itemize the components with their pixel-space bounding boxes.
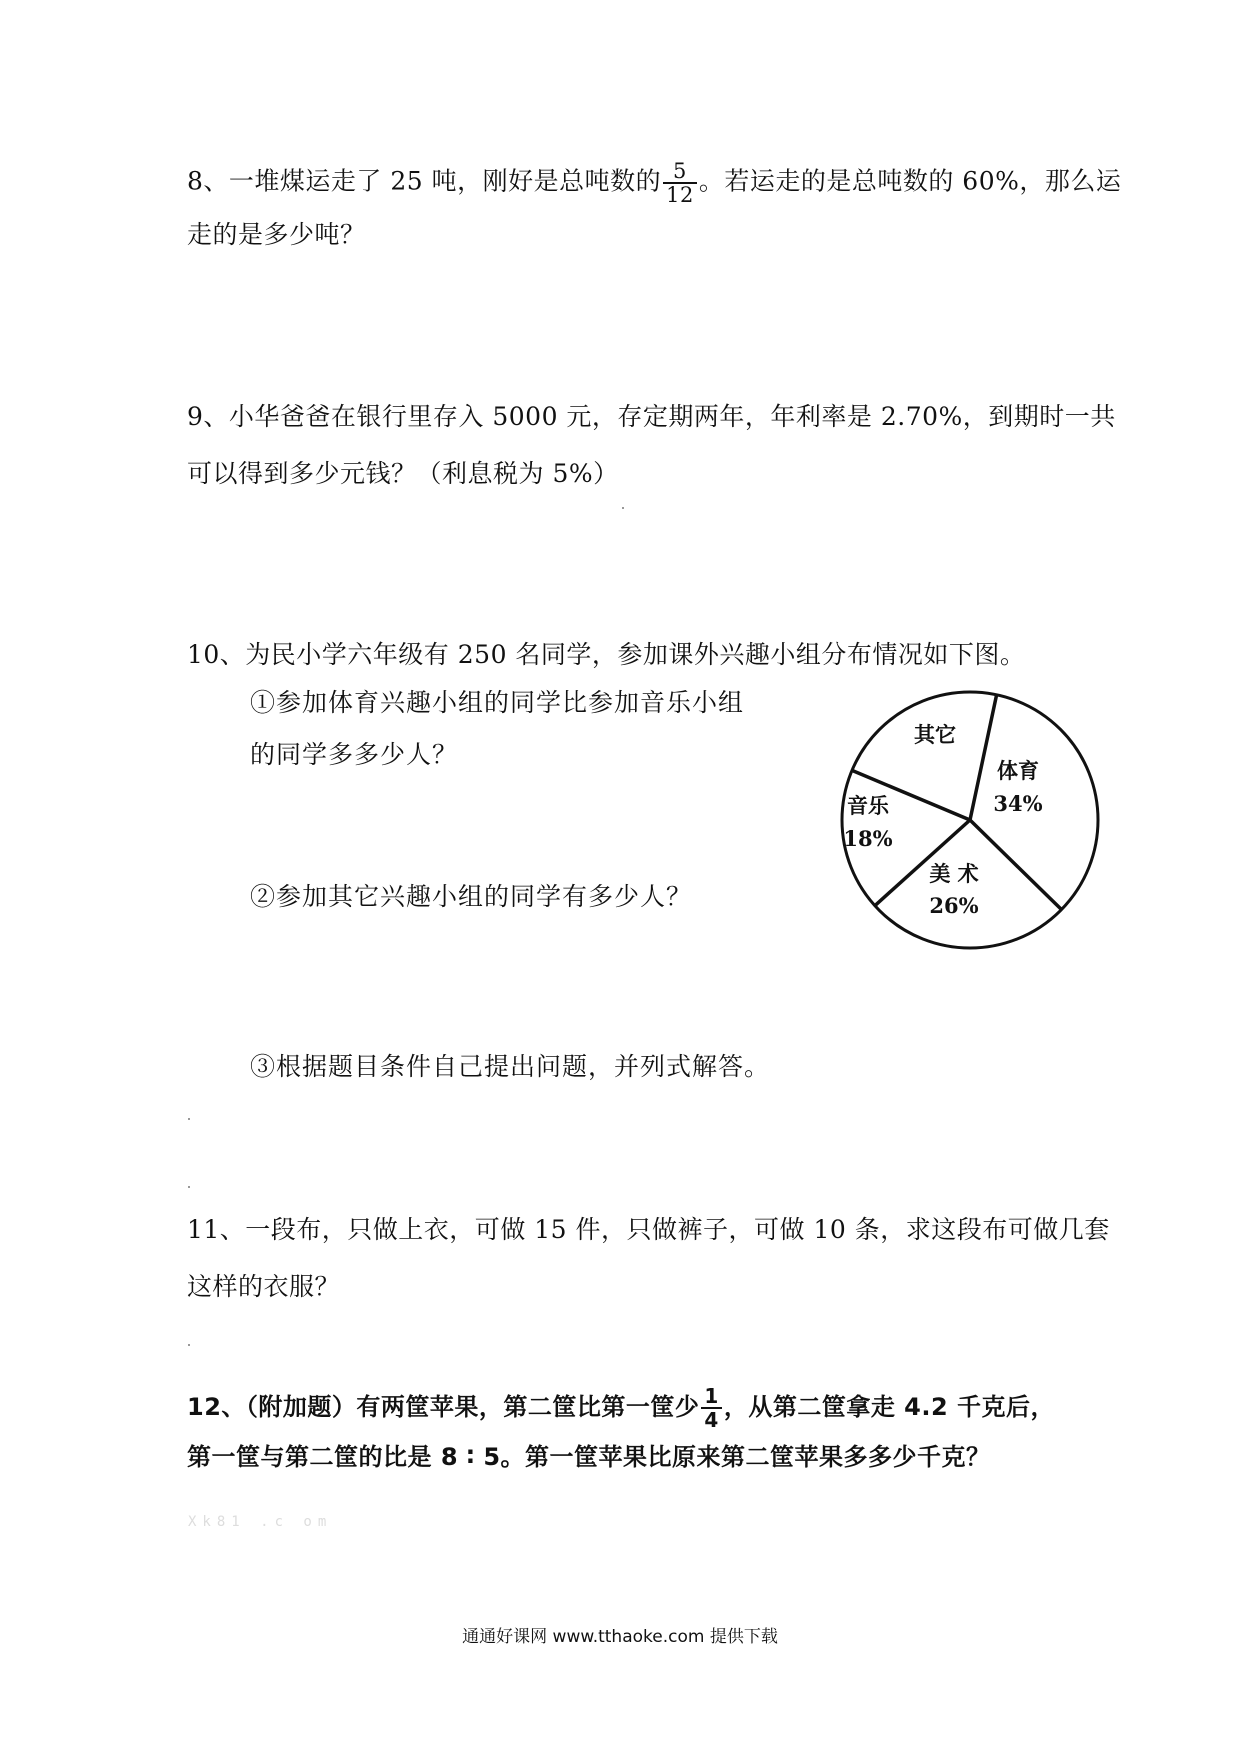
q8-line1-pre: 8、一堆煤运走了 25 吨，刚好是总吨数的 <box>187 166 662 196</box>
q8-fraction-numerator: 5 <box>673 159 687 183</box>
q12-fraction-denominator: 4 <box>701 1407 721 1431</box>
q12-line2: 第一筐与第二筐的比是 8 ∶ 5。第一筐苹果比原来第二筐苹果多多少千克？ <box>187 1443 991 1471</box>
scan-mark <box>622 507 624 509</box>
q12-line1-pre: 12、（附加题）有两筐苹果，第二筐比第一筐少 <box>187 1393 700 1421</box>
page-footer: 通通好课网 www.tthaoke.com 提供下载 <box>462 1627 778 1647</box>
q10-intro: 10、为民小学六年级有 250 名同学，参加课外兴趣小组分布情况如下图。 <box>187 640 1026 669</box>
q8-line2: 走的是多少吨？ <box>187 220 366 249</box>
q10-sub1-line2: 的同学多多少人？ <box>250 740 459 769</box>
q10-sub3: ③根据题目条件自己提出问题，并列式解答。 <box>250 1052 771 1081</box>
q10-sub2: ②参加其它兴趣小组的同学有多少人？ <box>250 882 693 911</box>
pie-label-music-value: 18% <box>843 826 893 851</box>
q9-line2: 可以得到多少元钱？（利息税为 5%） <box>187 459 619 488</box>
pie-label-sports-value: 34% <box>993 791 1043 816</box>
pie-label-sports-name: 体育 <box>997 758 1039 783</box>
watermark: Xk81 .c om <box>188 1514 333 1530</box>
pie-label-art-value: 26% <box>929 893 979 918</box>
pie-boundary-art-start <box>970 820 1061 910</box>
pie-label-other-name: 其它 <box>914 722 956 747</box>
q8-fraction <box>663 160 697 206</box>
q9-line1: 9、小华爸爸在银行里存入 5000 元，存定期两年，年利率是 2.70%，到期时一共 <box>187 402 1116 431</box>
q11-line1: 11、一段布，只做上衣，可做 15 件，只做裤子，可做 10 条，求这段布可做几套 <box>187 1215 1110 1244</box>
pie-label-art-name: 美 术 <box>929 861 979 886</box>
q12-line1 <box>187 1385 1055 1431</box>
interest-group-pie-chart <box>830 680 1110 960</box>
q12-line1-post: ，从第二筐拿走 4.2 千克后， <box>723 1393 1056 1421</box>
scan-mark <box>188 1186 190 1188</box>
q12-fraction <box>701 1385 721 1431</box>
q8-fraction-denominator: 12 <box>663 182 697 206</box>
q8-line1 <box>187 160 1121 206</box>
pie-label-music-name: 音乐 <box>847 793 889 818</box>
q10-sub1-line1: ①参加体育兴趣小组的同学比参加音乐小组 <box>250 688 745 717</box>
q11-line2: 这样的衣服？ <box>187 1272 341 1301</box>
scan-mark <box>188 1344 190 1346</box>
q8-line1-post: 。若运走的是总吨数的 60%，那么运 <box>698 166 1122 196</box>
scan-mark <box>188 1118 190 1120</box>
q12-fraction-numerator: 1 <box>704 1384 719 1408</box>
